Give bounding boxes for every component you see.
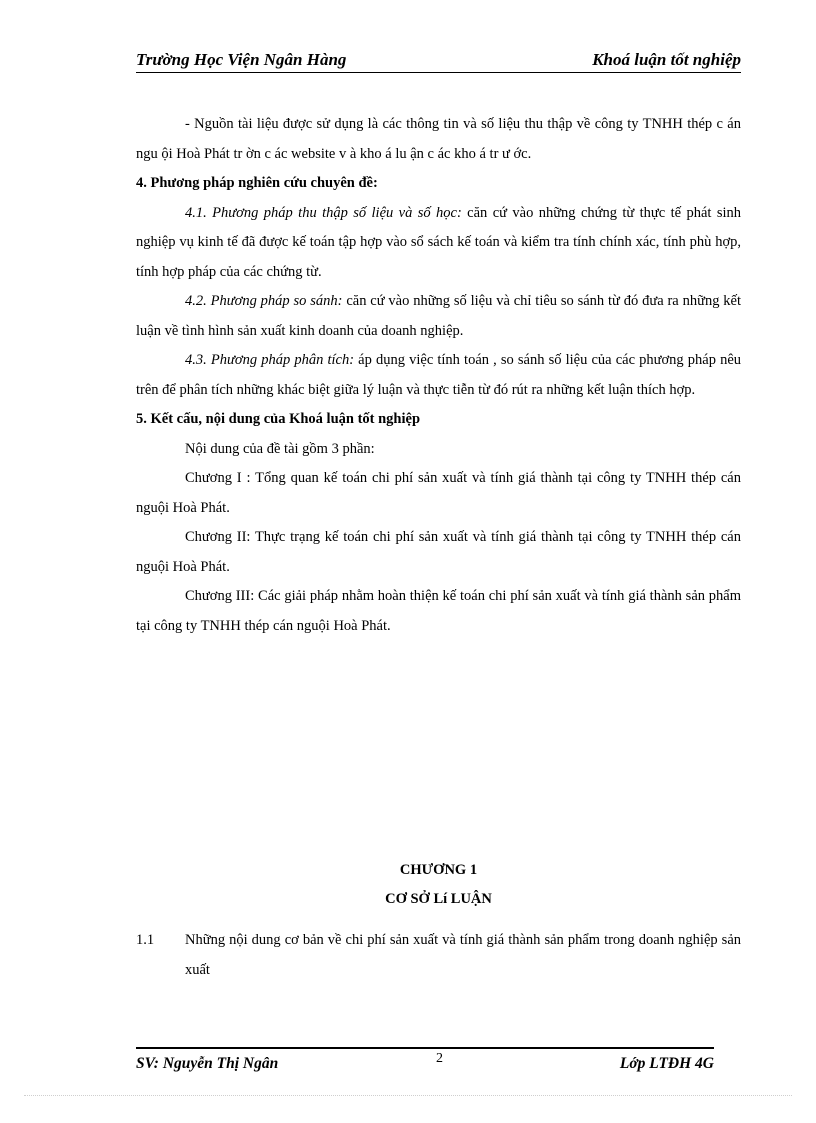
body-text <box>136 110 741 641</box>
footer-student: SV: Nguyễn Thị Ngân <box>136 1055 279 1072</box>
method-4-3-title: 4.3. Phương pháp phân tích: <box>185 352 355 368</box>
source-paragraph: - Nguồn tài liệu được sử dụng là các thông tin và số liệu thu thập về công ty TNHH thép c án ngu ội Hoà Phát tr ờn c ác website v à kho á lu ận c ác kho á tr ư ớc. <box>136 116 741 162</box>
chapter-3-summary: Chương III: Các giải pháp nhằm hoàn thiện kế toán chi phí sản xuất và tính giá thành sản phẩm tại công ty TNHH thép cán nguội Hoà Phát. <box>136 588 741 634</box>
method-4-2 <box>136 287 741 346</box>
header-doc-type: Khoá luận tốt nghiệp <box>592 50 741 69</box>
page-edge-divider <box>24 1095 792 1096</box>
section-1-1 <box>136 926 741 985</box>
section-number: 1.1 <box>136 932 155 948</box>
chapter-title: CHƯƠNG 1 <box>399 862 478 878</box>
method-4-1 <box>136 199 741 288</box>
structure-intro: Nội dung của đề tài gồm 3 phần: <box>185 440 375 457</box>
section-title: Những nội dung cơ bản về chi phí sản xuất và tính giá thành sản phẩm trong doanh nghiệp sản xuất <box>185 932 741 978</box>
page-number: 2 <box>436 1051 443 1066</box>
page-footer <box>136 1047 714 1079</box>
footer-class: Lớp LTĐH 4G <box>619 1055 714 1072</box>
method-4-2-title: 4.2. Phương pháp so sánh: <box>185 293 343 309</box>
method-4-1-title: 4.1. Phương pháp thu thập số liệu và số học: <box>185 204 462 221</box>
heading-methods: 4. Phương pháp nghiên cứu chuyên đề: <box>136 175 378 191</box>
heading-structure: 5. Kết cấu, nội dung của Khoá luận tốt nghiệp <box>136 411 421 427</box>
chapter-1-summary: Chương I : Tổng quan kế toán chi phí sản xuất và tính giá thành tại công ty TNHH thép cán nguội Hoà Phát. <box>136 470 741 516</box>
header-school: Trường Học Viện Ngân Hàng <box>136 50 347 69</box>
method-4-3 <box>136 346 741 405</box>
method-4-1-text: căn cứ vào những chứng từ thực tế phát sinh nghiệp vụ kinh tế đã được kế toán tập hợp vào sổ sách kế toán và kiểm tra tính chính xác, tính phù hợp, tính hợp pháp của các chứng từ. <box>136 204 741 280</box>
chapter-subtitle: CƠ SỞ Lí LUẬN <box>385 891 492 907</box>
method-4-3-text: áp dụng việc tính toán , so sánh số liệu của các phương pháp nêu trên để phân tích những khác biệt giữa lý luận và thực tiễn từ đó rút ra những kết luận thích hợp. <box>136 352 742 398</box>
page-header <box>136 48 741 73</box>
chapter-2-summary: Chương II: Thực trạng kế toán chi phí sản xuất và tính giá thành tại công ty TNHH thép cán nguội Hoà Phát. <box>136 529 741 575</box>
method-4-2-text: căn cứ vào những số liệu và chỉ tiêu so sánh từ đó đưa ra những kết luận về tình hình sản xuất kinh doanh của doanh nghiệp. <box>136 293 741 339</box>
